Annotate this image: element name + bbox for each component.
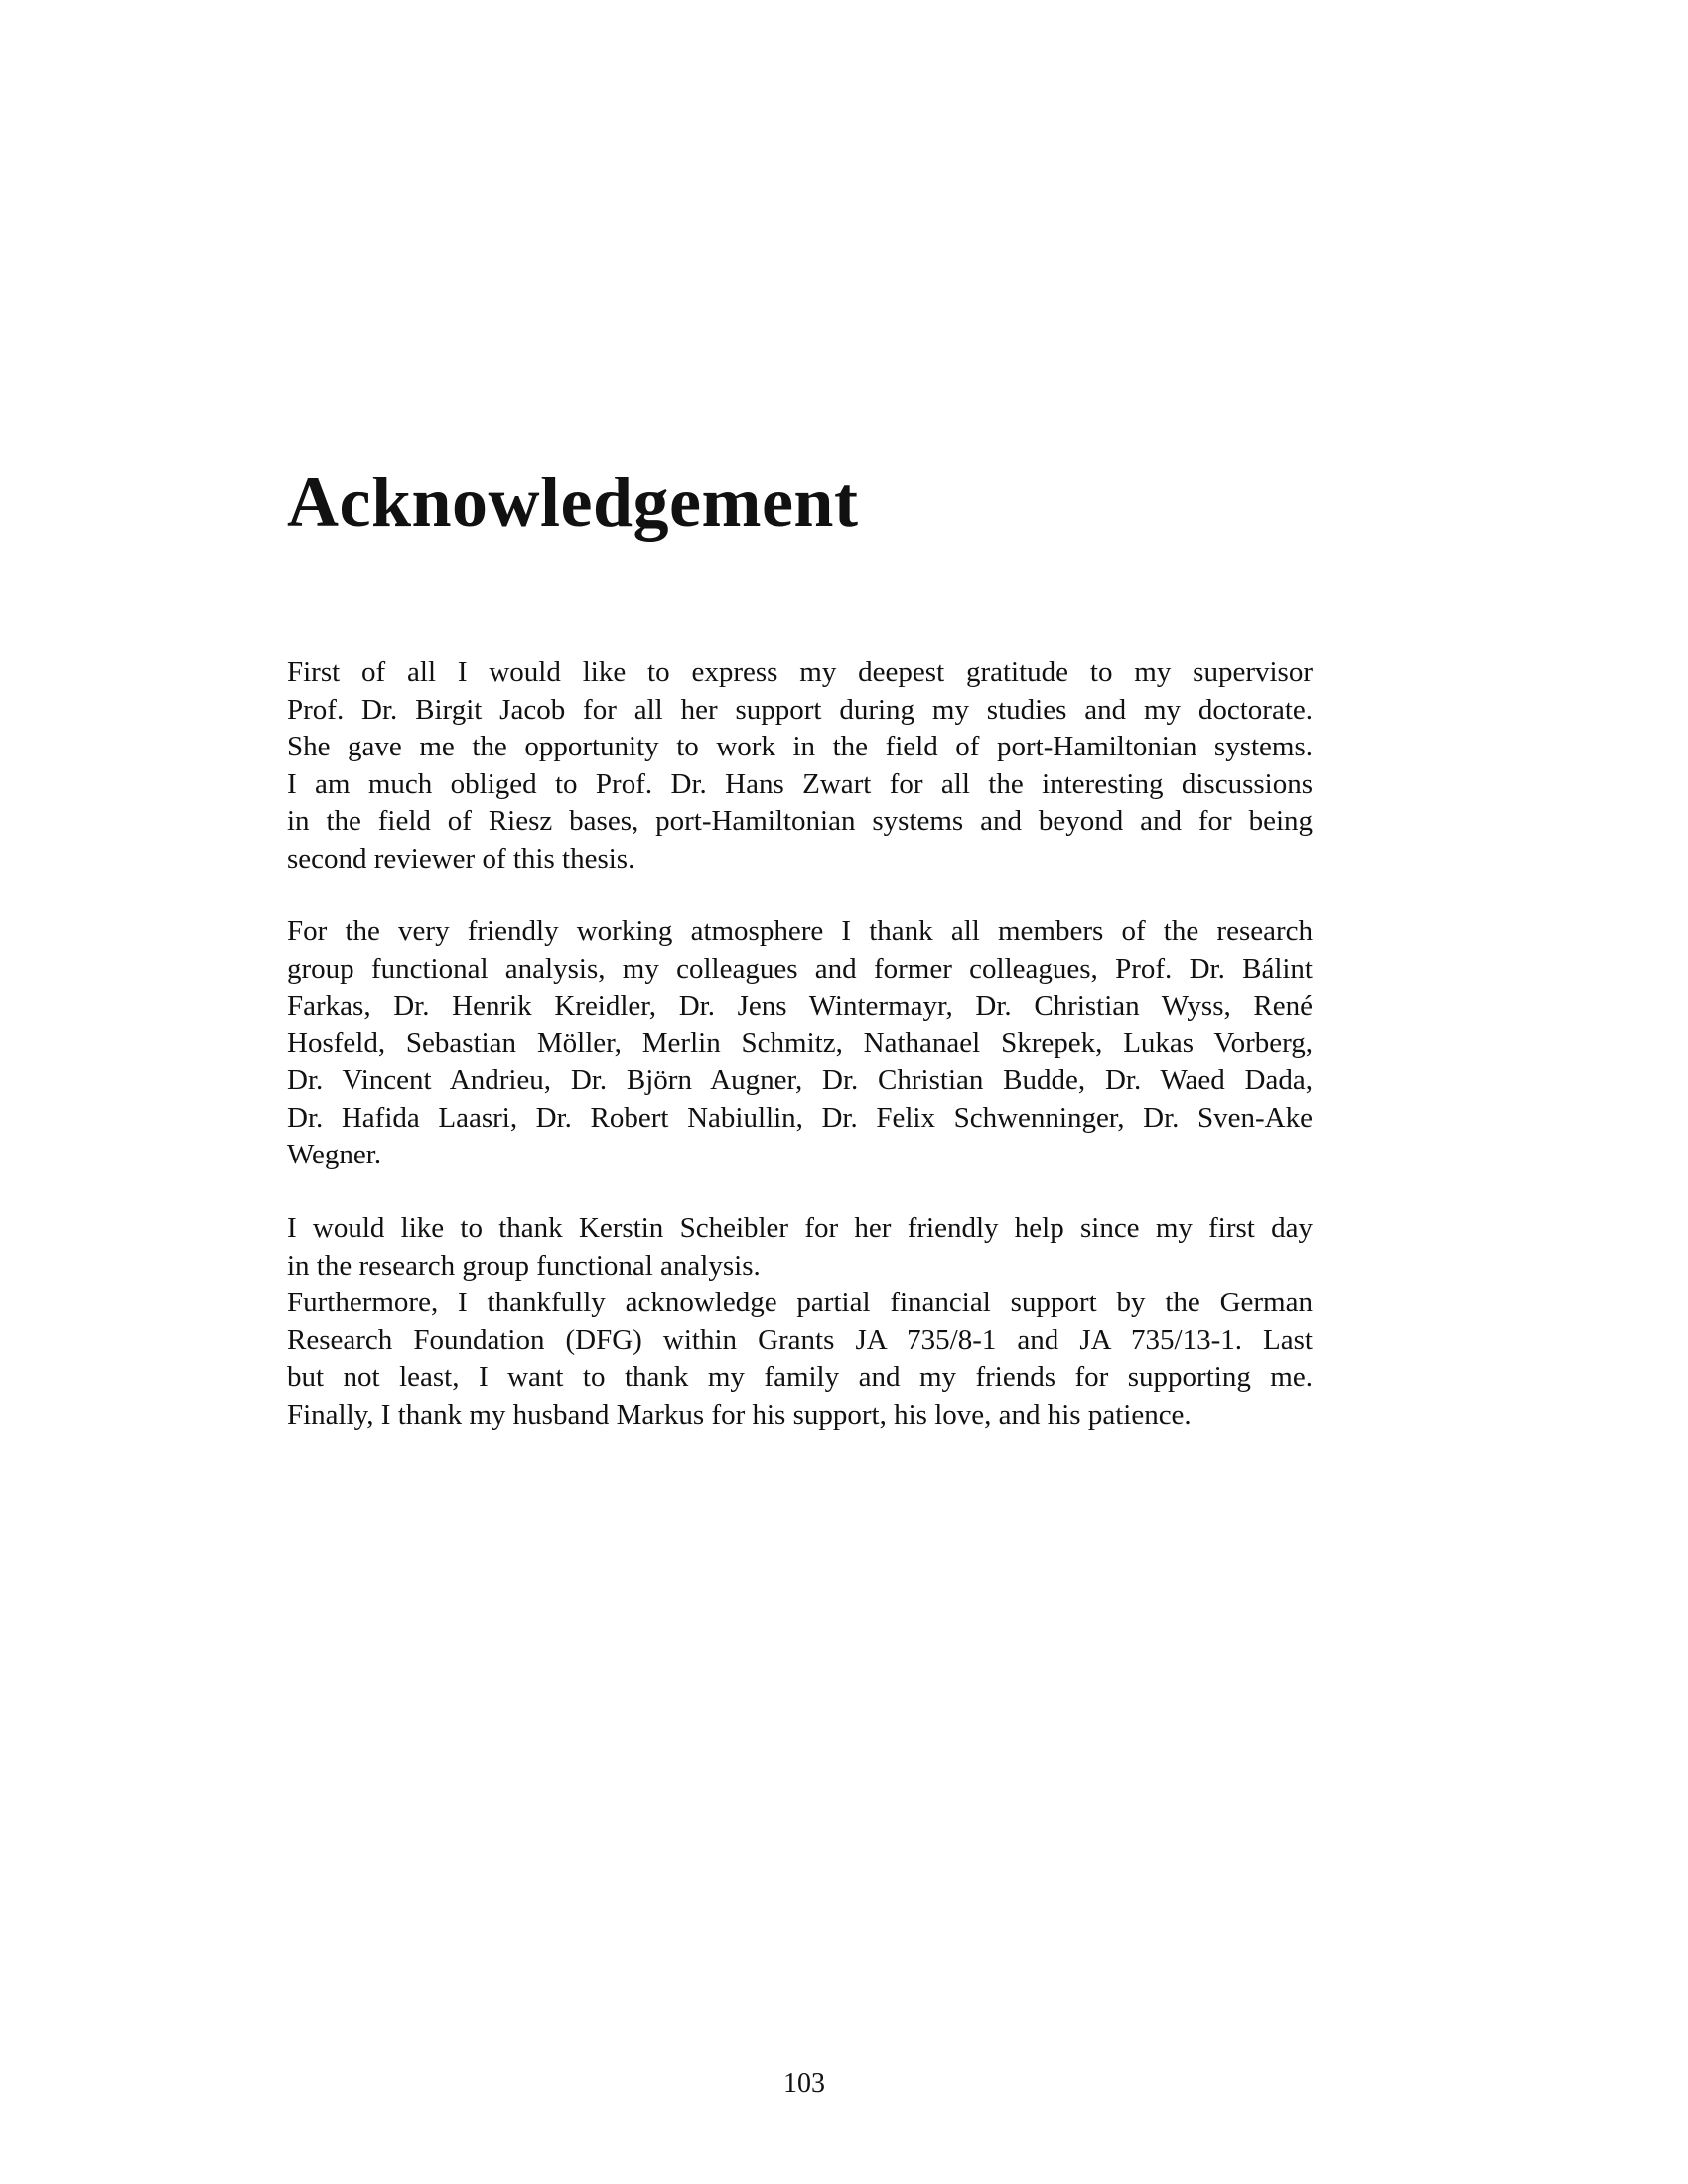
paragraph-line: in the field of Riesz bases, port-Hamiltonian systems and beyond and for being	[287, 805, 1313, 837]
paragraph-line: For the very friendly working atmosphere I thank all members of the research	[287, 915, 1313, 947]
paragraph-gratitude-supervisors	[287, 654, 1313, 878]
paragraph-line: I would like to thank Kerstin Scheibler for her friendly help since my first day	[287, 1212, 1313, 1244]
paragraph-line: in the research group functional analysis.	[287, 1249, 761, 1282]
paragraph-line: second reviewer of this thesis.	[287, 842, 635, 875]
page-title: Acknowledgement	[287, 463, 859, 542]
page-number: 103	[783, 2068, 825, 2099]
paragraph-line: Farkas, Dr. Henrik Kreidler, Dr. Jens Wintermayr, Dr. Christian Wyss, René	[287, 990, 1313, 1022]
paragraph-funding-family	[287, 1210, 1313, 1433]
paragraph-line: Dr. Vincent Andrieu, Dr. Björn Augner, Dr. Christian Budde, Dr. Waed Dada,	[287, 1064, 1313, 1096]
paragraph-line: Furthermore, I thankfully acknowledge partial financial support by the German	[287, 1287, 1313, 1318]
paragraph-line: I am much obliged to Prof. Dr. Hans Zwart for all the interesting discussions	[287, 767, 1313, 800]
paragraph-line: Dr. Hafida Laasri, Dr. Robert Nabiullin, Dr. Felix Schwenninger, Dr. Sven-Ake	[287, 1101, 1313, 1134]
paragraph-line: Research Foundation (DFG) within Grants JA 735/8-1 and JA 735/13-1. Last	[287, 1323, 1313, 1356]
paragraph-research-group	[287, 913, 1313, 1174]
paragraph-line: She gave me the opportunity to work in the field of port-Hamiltonian systems.	[287, 731, 1313, 762]
paragraph-line: Hosfeld, Sebastian Möller, Merlin Schmitz, Nathanael Skrepek, Lukas Vorberg,	[287, 1026, 1313, 1059]
paragraph-line: but not least, I want to thank my family and my friends for supporting me.	[287, 1361, 1313, 1393]
paragraph-line: group functional analysis, my colleagues and former colleagues, Prof. Dr. Bálint	[287, 952, 1313, 985]
paragraph-line: Finally, I thank my husband Markus for his support, his love, and his patience.	[287, 1398, 1192, 1431]
paragraph-line: Prof. Dr. Birgit Jacob for all her support during my studies and my doctorate.	[287, 693, 1313, 726]
paragraph-line: First of all I would like to express my deepest gratitude to my supervisor	[287, 656, 1313, 688]
paragraph-line: Wegner.	[287, 1139, 382, 1170]
